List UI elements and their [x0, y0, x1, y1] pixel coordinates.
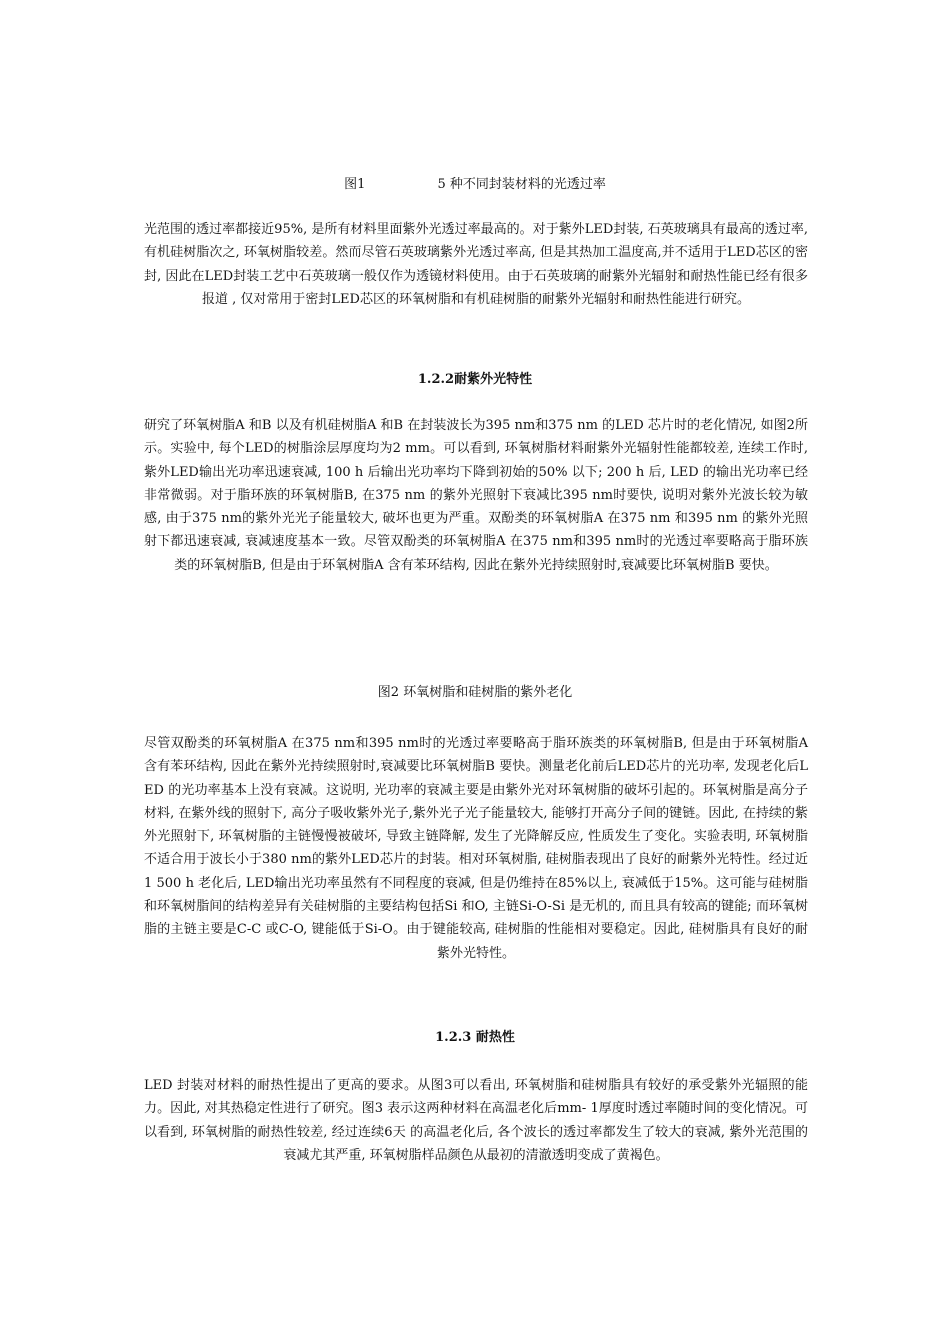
section-heading-1-2-2: 1.2.2耐紫外光特性 [417, 372, 533, 387]
figure-1-label: 图1 [344, 177, 366, 192]
section-heading-1-2-3: 1.2.3 耐热性 [435, 1030, 515, 1045]
paragraph-2: 研究了环氧树脂A 和B 以及有机硅树脂A 和B 在封装波长为395 nm和375 nm 的LED 芯片时的老化情况, 如图2所示。实验中, 每个LED的树脂涂层厚度均为2 mm。可以看到, 环氧树脂材料耐紫外光辐射性能都较差, 连续工作时, 紫外LED输出光功率迅速衰减, 100 h 后输出光功率均下降到初始的50% 以下; 200 h 后, LED 的输出光功率已经非常微弱。对于脂环族的环氧树脂B, 在375 nm 的紫外光照射下衰减比395 nm时要快, 说明对紫外光波长较为敏感, 由于375 nm的紫外光光子能量较大, 破坏也更为严重。双酚类的环氧树脂A 在375 nm 和395 nm 的紫外光照射下都迅速衰减, 衰减速度基本一致。尽管双酚类的环氧树脂A 在375 nm和395 nm时的光透过率要略高于脂环族类的环氧树脂B, 但是由于环氧树脂A 含有苯环结构, 因此在紫外光持续照射时,衰减要比环氧树脂B 要快。 [144, 418, 808, 573]
figure-2-caption: 图2 环氧树脂和硅树脂的紫外老化 [377, 685, 573, 700]
paragraph-1: 光范围的透过率都接近95%, 是所有材料里面紫外光透过率最高的。对于紫外LED封装, 石英玻璃具有最高的透过率, 有机硅树脂次之, 环氧树脂较差。然而尽管石英玻璃紫外光透过率高, 但是其热加工温度高,并不适用于LED芯区的密封, 因此在LED封装工艺中石英玻璃一般仅作为透镜材料使用。由于石英玻璃的耐紫外光辐射和耐热性能已经有很多报道 , 仅对常用于密封LED芯区的环氧树脂和有机硅树脂的耐紫外光辐射和耐热性能进行研究。 [144, 222, 808, 307]
paragraph-4: LED 封装对材料的耐热性提出了更高的要求。从图3可以看出, 环氧树脂和硅树脂具有较好的承受紫外光辐照的能力。因此, 对其热稳定性进行了研究。图3 表示这两种材料在高温老化后mm- 1厚度时透过率随时间的变化情况。可以看到, 环氧树脂的耐热性较差, 经过连续6天 的高温老化后, 各个波长的透过率都发生了较大的衰减, 紫外光范围的衰减尤其严重, 环氧树脂样品颜色从最初的清澈透明变成了黄褐色。 [144, 1078, 808, 1163]
paragraph-3: 尽管双酚类的环氧树脂A 在375 nm和395 nm时的光透过率要略高于脂环族类的环氧树脂B, 但是由于环氧树脂A 含有苯环结构, 因此在紫外光持续照射时,衰减要比环氧树脂B 要快。测量老化前后LED芯片的光功率, 发现老化后LED 的光功率基本上没有衰减。这说明, 光功率的衰减主要是由紫外光对环氧树脂的破坏引起的。环氧树脂是高分子材料, 在紫外线的照射下, 高分子吸收紫外光子,紫外光子光子能量较大, 能够打开高分子间的键链。因此, 在持续的紫外光照射下, 环氧树脂的主链慢慢被破坏, 导致主链降解, 发生了光降解反应, 性质发生了变化。实验表明, 环氧树脂不适合用于波长小于380 nm的紫外LED芯片的封装。相对环氧树脂, 硅树脂表现出了良好的耐紫外光特性。经过近1 500 h 老化后, LED输出光功率虽然有不同程度的衰减, 但是仍维持在85%以上, 衰减低于15%。这可能与硅树脂和环氧树脂间的结构差异有关硅树脂的主要结构包括Si 和O, 主链Si-O-Si 是无机的, 而且具有较高的键能; 而环氧树脂的主链主要是C-C 或C-O, 键能低于Si-O。由于键能较高, 硅树脂的性能相对要稳定。因此, 硅树脂具有良好的耐紫外光特性。 [144, 736, 808, 961]
figure-1-title: 5 种不同封装材料的光透过率 [437, 177, 606, 192]
figure-1-caption [0, 175, 950, 195]
